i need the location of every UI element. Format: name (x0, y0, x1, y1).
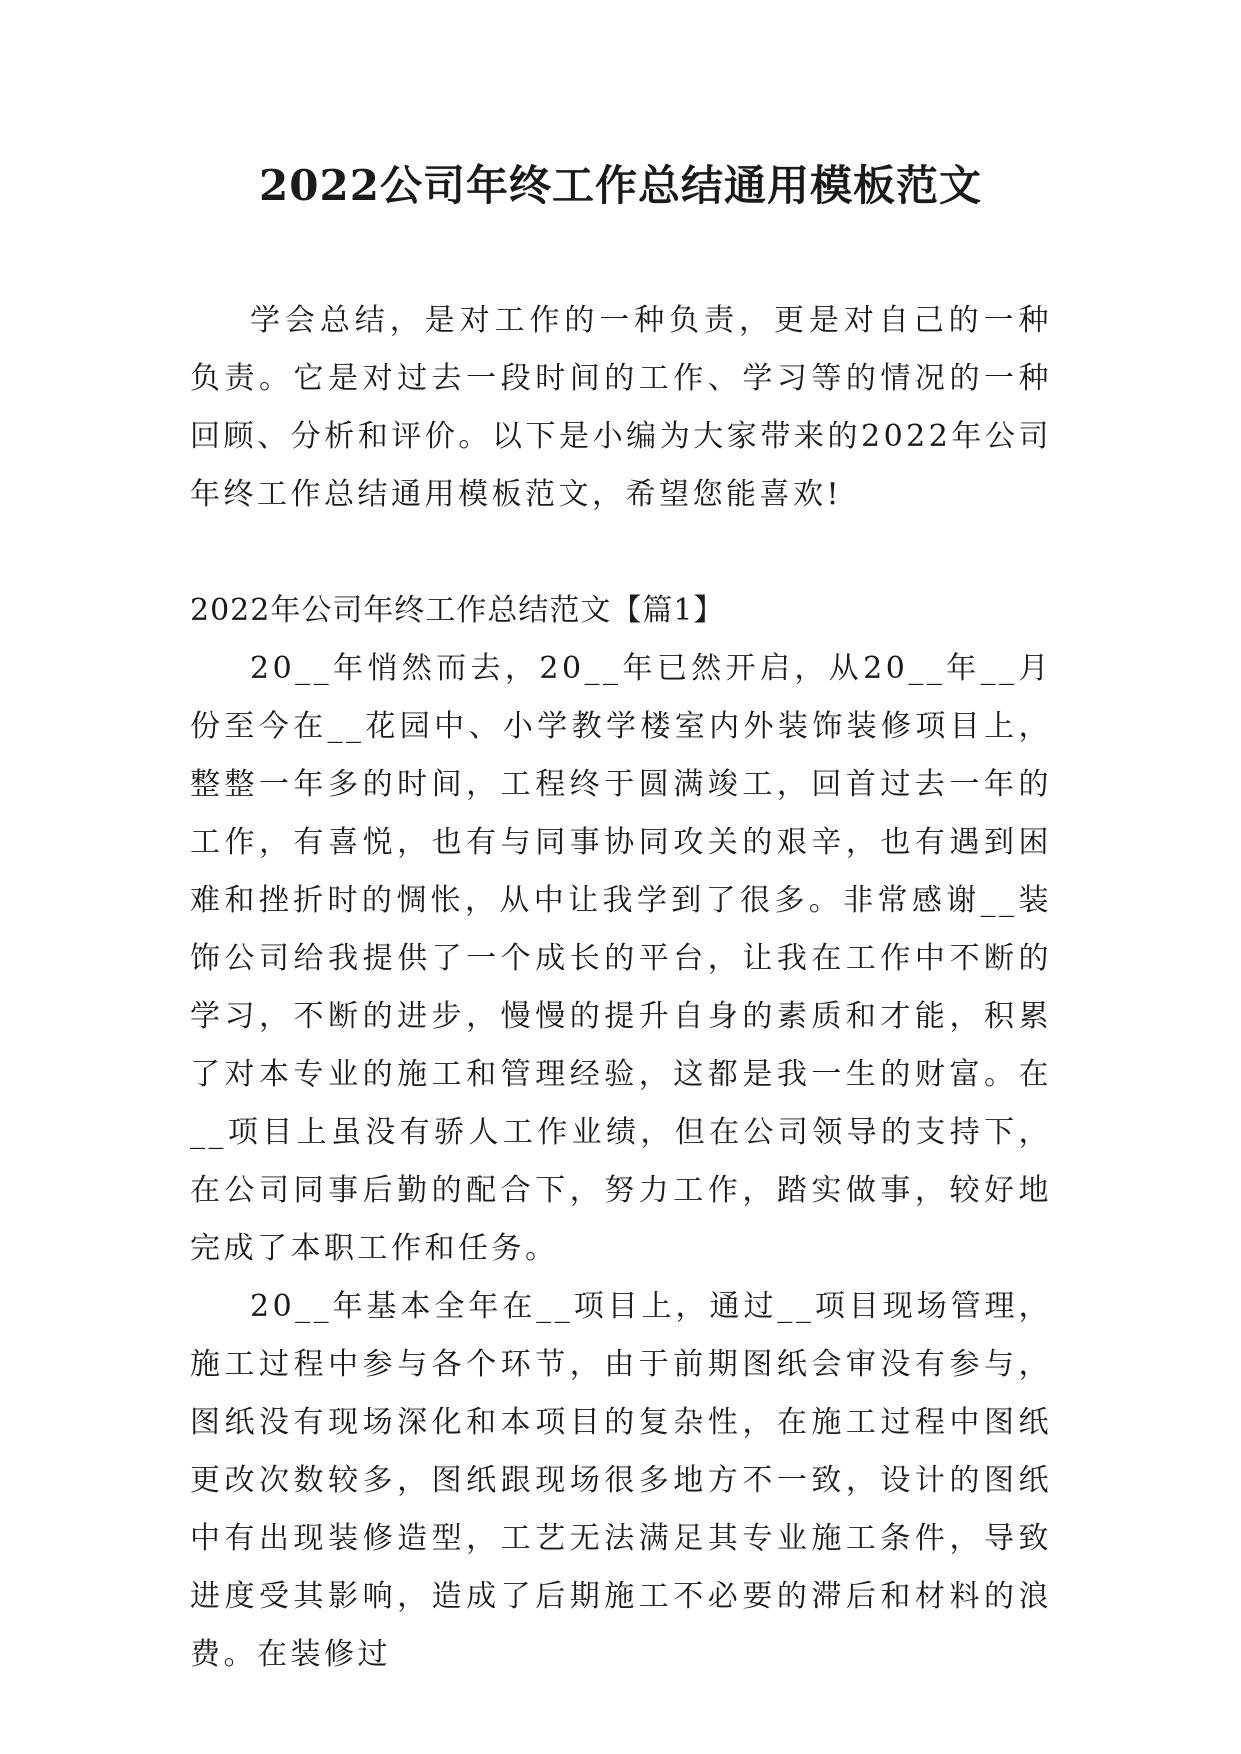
section-heading: 2022年公司年终工作总结范文【篇1】 (190, 593, 725, 628)
intro-paragraph: 学会总结，是对工作的一种负责，更是对自己的一种负责。它是对过去一段时间的工作、学习等的情况的一种回顾、分析和评价。以下是小编为大家带来的2022年公司年终工作总结通用模板范文，希望您能喜欢! (190, 303, 1052, 512)
document-title: 2022公司年终工作总结通用模板范文 (259, 161, 982, 210)
document-body (190, 292, 1052, 1684)
body-paragraph-1: 20__年悄然而去，20__年已然开启，从20__年__月份至今在__花园中、小学教学楼室内外装饰装修项目上，整整一年多的时间，工程终于圆满竣工，回首过去一年的工作，有喜悦，也有与同事协同攻关的艰辛，也有遇到困难和挫折时的惆怅，从中让我学到了很多。非常感谢__装饰公司给我提供了一个成长的平台，让我在工作中不断的学习，不断的进步，慢慢的提升自身的素质和才能，积累了对本专业的施工和管理经验，这都是我一生的财富。在__项目上虽没有骄人工作业绩，但在公司领导的支持下，在公司同事后勤的配合下，努力工作，踏实做事，较好地完成了本职工作和任务。 (190, 651, 1052, 1266)
body-paragraph-2: 20__年基本全年在__项目上，通过__项目现场管理，施工过程中参与各个环节，由于前期图纸会审没有参与，图纸没有现场深化和本项目的复杂性，在施工过程中图纸更改次数较多，图纸跟现场很多地方不一致，设计的图纸中有出现装修造型，工艺无法满足其专业施工条件，导致进度受其影响，造成了后期施工不必要的滞后和材料的浪费。在装修过 (190, 1289, 1052, 1672)
